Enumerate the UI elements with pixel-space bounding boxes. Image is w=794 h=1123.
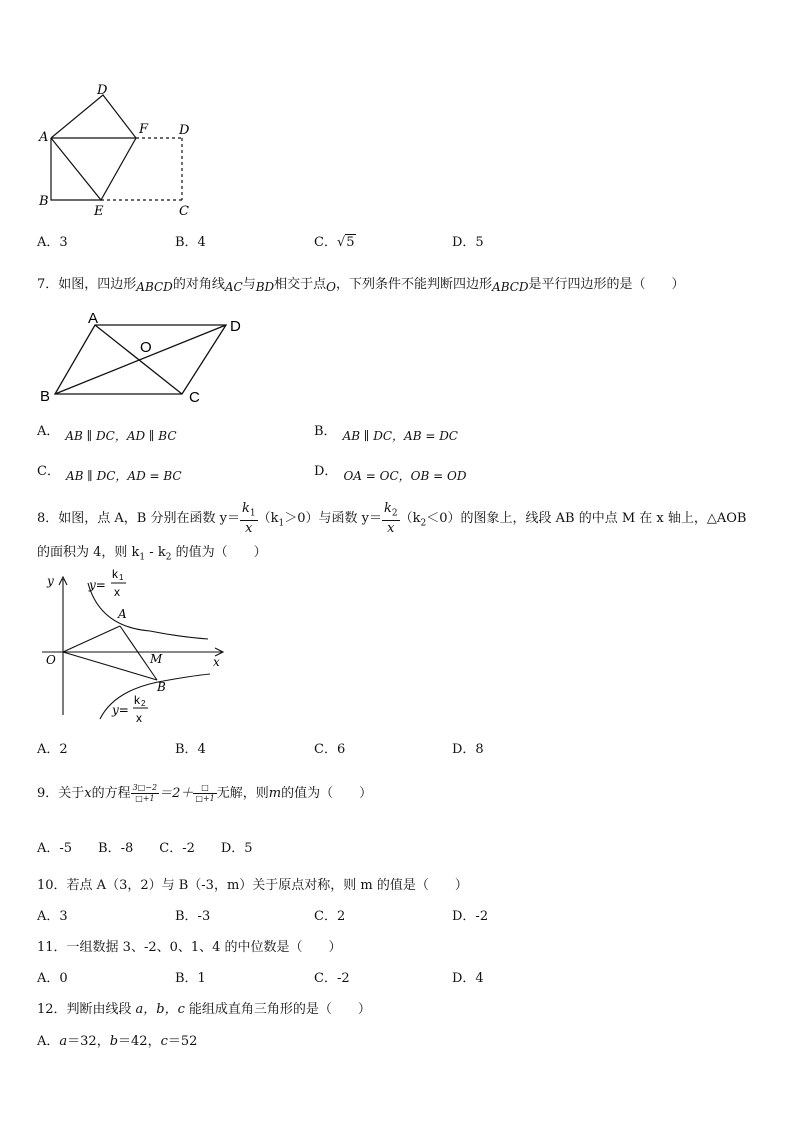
q7-option-b-label: B．: [314, 424, 337, 439]
q7-option-a-label: A．: [37, 424, 60, 439]
fig-q6-diagram: [30, 80, 210, 220]
q8-stem-line-1: 8．如图，点 A，B 分别在函数 y＝ $\frac{k_1}{x}$ $(k_1>0)$与函数 y＝ $\frac{k_2}{x}$ $(k_2<0)$的图象上，线段 AB 的中点 M 在 x 轴上，△AOB: [37, 501, 747, 536]
q9-equals: ＝2＋: [159, 786, 194, 801]
label-E: E: [94, 204, 104, 219]
func-label-1-num-sub: 1: [119, 573, 124, 582]
q12-stem: [37, 998, 371, 1017]
q7-number: 7．: [37, 277, 59, 292]
q10-option-a: A．3: [37, 909, 68, 924]
func-label-2-prefix: y=: [112, 703, 129, 717]
q10-option-d: D．-2: [452, 909, 489, 924]
q6-option-d: D．5: [452, 235, 484, 250]
label-B: B: [40, 388, 51, 405]
q6-option-a: A．3: [37, 235, 68, 250]
func-label-2-num-sub: 2: [141, 699, 146, 708]
curve-k1: [88, 583, 208, 639]
q8-stem-line-2: 的面积为 4，则 $k_1 - k_2$ 的值为（ ）: [37, 545, 267, 563]
q9-var-x: x: [84, 786, 92, 801]
q7-option-a-text: AB ∥ DC，AD ∥ BC: [65, 429, 177, 443]
q9-fraction-1: $\frac{3□-2}{□+1}$: [132, 783, 158, 803]
q10-option-b: B．-3: [175, 909, 211, 924]
q7-option-b: [314, 420, 458, 443]
q9-text-2: 的方程: [91, 786, 131, 801]
q11-stem: 11．一组数据 3、-2、0、1、4 的中位数是（ ）: [37, 940, 342, 955]
q7-option-c-label: C．: [37, 464, 60, 479]
q11-option-c: C．-2: [314, 971, 350, 986]
q9-stem: [37, 782, 372, 806]
diagonal-bd: [55, 325, 226, 394]
label-C: C: [179, 204, 189, 219]
q7-ac: AC: [224, 280, 243, 294]
q8-text-3: ＞0）与函数 y＝: [284, 510, 382, 526]
q8-text-5: ＜0）的图象上，线段 AB 的中点 M 在 x 轴上，△AOB: [426, 510, 747, 526]
label-y-axis: y: [47, 574, 54, 588]
sqrt-sign: √: [336, 235, 346, 250]
q9-options: A．-5 B．-8 C．-2 D．5: [37, 841, 253, 856]
fraction-k1-over-x: $\frac{k_1}{x}$: [241, 501, 256, 536]
label-A: A: [118, 607, 127, 621]
label-B: B: [157, 680, 166, 694]
q8-text-1: 8．如图，点 A，B 分别在函数 y＝: [37, 510, 240, 526]
q7-option-d: [314, 460, 467, 483]
q7-abcd-2: ABCD: [492, 280, 529, 294]
q11-option-b: B．1: [175, 971, 206, 986]
label-D-top: D: [97, 83, 108, 98]
segment-ob: [63, 652, 157, 680]
q12-option-a: A．a＝32，b＝42，c＝52: [37, 1034, 198, 1049]
q7-abcd: ABCD: [136, 280, 173, 294]
fig-q7-parallelogram: [30, 305, 260, 410]
q8-option-b: B．4: [175, 742, 206, 757]
q6-option-c-radicand: 5: [346, 235, 355, 250]
q7-option-c: [37, 460, 182, 483]
q7-option-d-text: OA = OC，OB = OD: [343, 469, 467, 483]
q10-stem: 10．若点 A（3，2）与 B（-3，m）关于原点对称，则 m 的值是（ ）: [37, 878, 468, 893]
label-O: O: [140, 339, 152, 356]
q12-text-2: 能组成直角三角形的是（ ）: [188, 1002, 371, 1017]
q9-text-1: 9．关于: [37, 786, 85, 801]
q7-option-a: [37, 420, 177, 443]
fig-q8-hyperbola: [30, 565, 240, 730]
label-A: A: [88, 310, 99, 327]
label-O: O: [46, 653, 56, 667]
q9-var-m: m: [268, 786, 282, 801]
q7-option-b-text: AB ∥ DC，AB = DC: [342, 429, 458, 443]
q8-text-2: （k: [257, 510, 279, 526]
q7-text-2: 的对角线: [172, 277, 225, 292]
q8-text-4: （k: [399, 510, 421, 526]
func-label-2-num: k: [134, 693, 140, 707]
func-label-1-prefix: y=: [89, 578, 106, 592]
segment-oa: [63, 626, 120, 652]
q12-text-1: 12．判断由线段: [37, 1002, 132, 1017]
q7-stem: [37, 273, 685, 294]
q7-text-1: 如图，四边形: [58, 277, 137, 292]
func-label-1-num: k: [112, 567, 118, 581]
func-label-2-den: x: [136, 711, 142, 725]
q7-text-6: 是平行四边形的是（ ）: [528, 277, 685, 292]
q7-text-3: 与: [242, 277, 256, 292]
q6-option-c: [314, 231, 356, 250]
q7-option-c-text: AB ∥ DC，AD = BC: [65, 469, 182, 483]
label-x-axis: x: [213, 655, 220, 669]
q7-text-5: ，下列条件不能判断四边形: [336, 277, 493, 292]
label-C: C: [189, 389, 200, 406]
q12-option-a-label: A．: [37, 1034, 60, 1049]
label-M: M: [150, 652, 163, 666]
q8-option-c: C．6: [314, 742, 346, 757]
q8-option-d: D．8: [452, 742, 484, 757]
q7-o: O: [326, 280, 337, 294]
q10-option-c: C．2: [314, 909, 346, 924]
q7-option-d-label: D．: [314, 464, 338, 479]
q7-bd: BD: [255, 280, 275, 294]
q9-text-3: 无解，则: [216, 786, 269, 801]
label-A: A: [39, 130, 49, 145]
label-D-right: D: [179, 123, 190, 138]
q9-fraction-2: $\frac{□}{□+1}$: [195, 783, 215, 803]
func-label-1-den: x: [114, 585, 120, 599]
folded-figure: [51, 95, 136, 200]
fraction-k2-over-x: $\frac{k_2}{x}$: [383, 501, 398, 536]
q12-vars: a，b，c: [135, 1002, 185, 1017]
q7-text-4: 相交于点: [274, 277, 327, 292]
label-B: B: [39, 194, 49, 209]
q11-option-d: D．4: [452, 971, 484, 986]
q11-option-a: A．0: [37, 971, 68, 986]
q9-text-4: 的值为（ ）: [281, 786, 373, 801]
q6-option-c-label: C．: [314, 235, 337, 250]
diagonal-ac: [95, 325, 182, 394]
label-F: F: [139, 122, 149, 137]
q6-option-b: B．4: [175, 235, 206, 250]
label-D: D: [230, 318, 241, 335]
q8-option-a: A．2: [37, 742, 68, 757]
